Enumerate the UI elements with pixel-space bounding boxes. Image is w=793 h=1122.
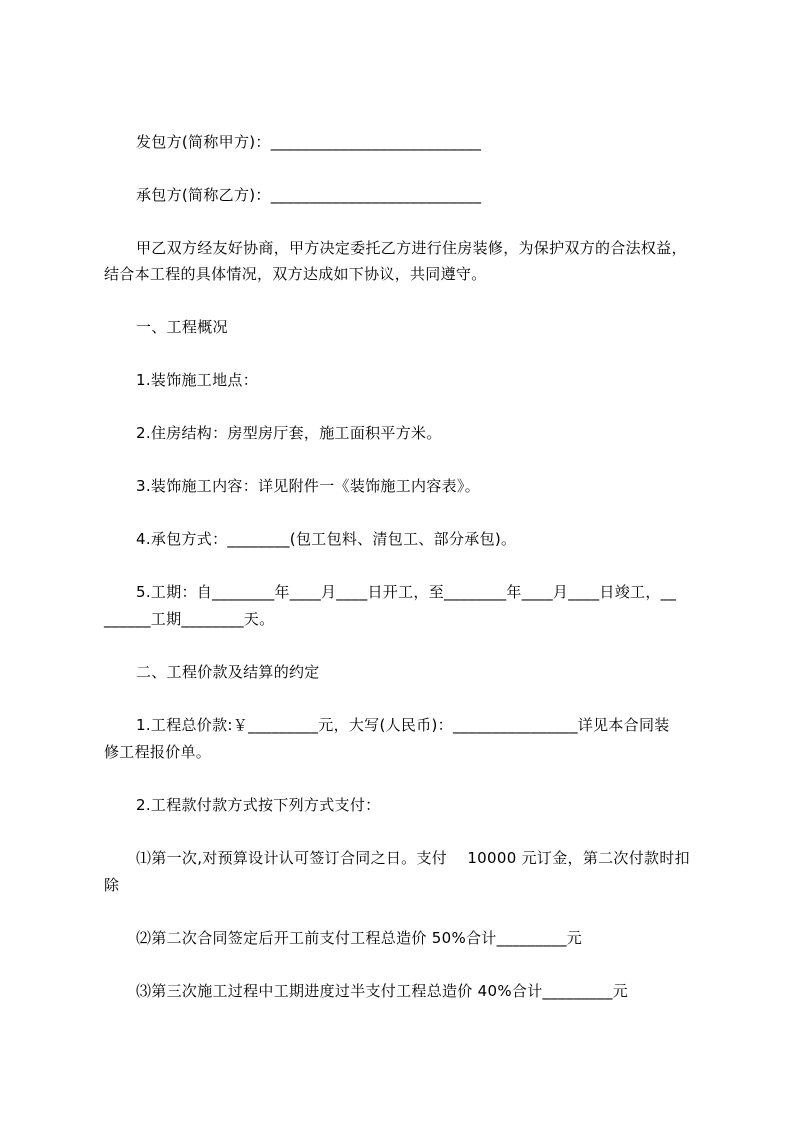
intro-paragraph-line-1: 甲乙双方经友好协商，甲方决定委托乙方进行住房装修，为保护双方的合法权益，: [136, 239, 687, 257]
party-b-line: 承包方(简称乙方)：___________________________: [136, 186, 482, 204]
payment-method-heading: 2.工程款付款方式按下列方式支付：: [136, 796, 381, 814]
section-heading-price: 二、工程价款及结算的约定: [136, 663, 320, 681]
intro-paragraph-line-2: 结合本工程的具体情况，双方达成如下协议，共同遵守。: [104, 265, 487, 283]
item-schedule-line-2: ______工期________天。: [104, 610, 275, 628]
item-construction-content: 3.装饰施工内容：详见附件一《装饰施工内容表》。: [136, 477, 481, 495]
payment-first-line-2: 除: [104, 876, 120, 894]
item-construction-location: 1.装饰施工地点：: [136, 371, 259, 389]
item-contract-method: 4.承包方式：________(包工包料、清包工、部分承包)。: [136, 530, 517, 548]
total-price-line-2: 修工程报价单。: [104, 743, 212, 761]
total-price-line-1: 1.工程总价款:￥_________元，大写(人民币)：________________详见本合同装: [136, 716, 670, 734]
item-housing-structure: 2.住房结构：房型房厅套，施工面积平方米。: [136, 424, 442, 442]
item-schedule-line-1: 5.工期：自________年____月____日开工，至________年____月____日竣工，__: [136, 583, 677, 601]
payment-second: ⑵第二次合同签定后开工前支付工程总造价 50%合计_________元: [136, 929, 583, 947]
payment-third: ⑶第三次施工过程中工期进度过半支付工程总造价 40%合计_________元: [136, 982, 629, 1000]
payment-first-line-1: ⑴第一次,对预算设计认可签订合同之日。支付 10000 元订金，第二次付款时扣: [136, 849, 690, 867]
section-heading-overview: 一、工程概况: [136, 318, 228, 336]
party-a-line: 发包方(简称甲方)：___________________________: [136, 133, 482, 151]
